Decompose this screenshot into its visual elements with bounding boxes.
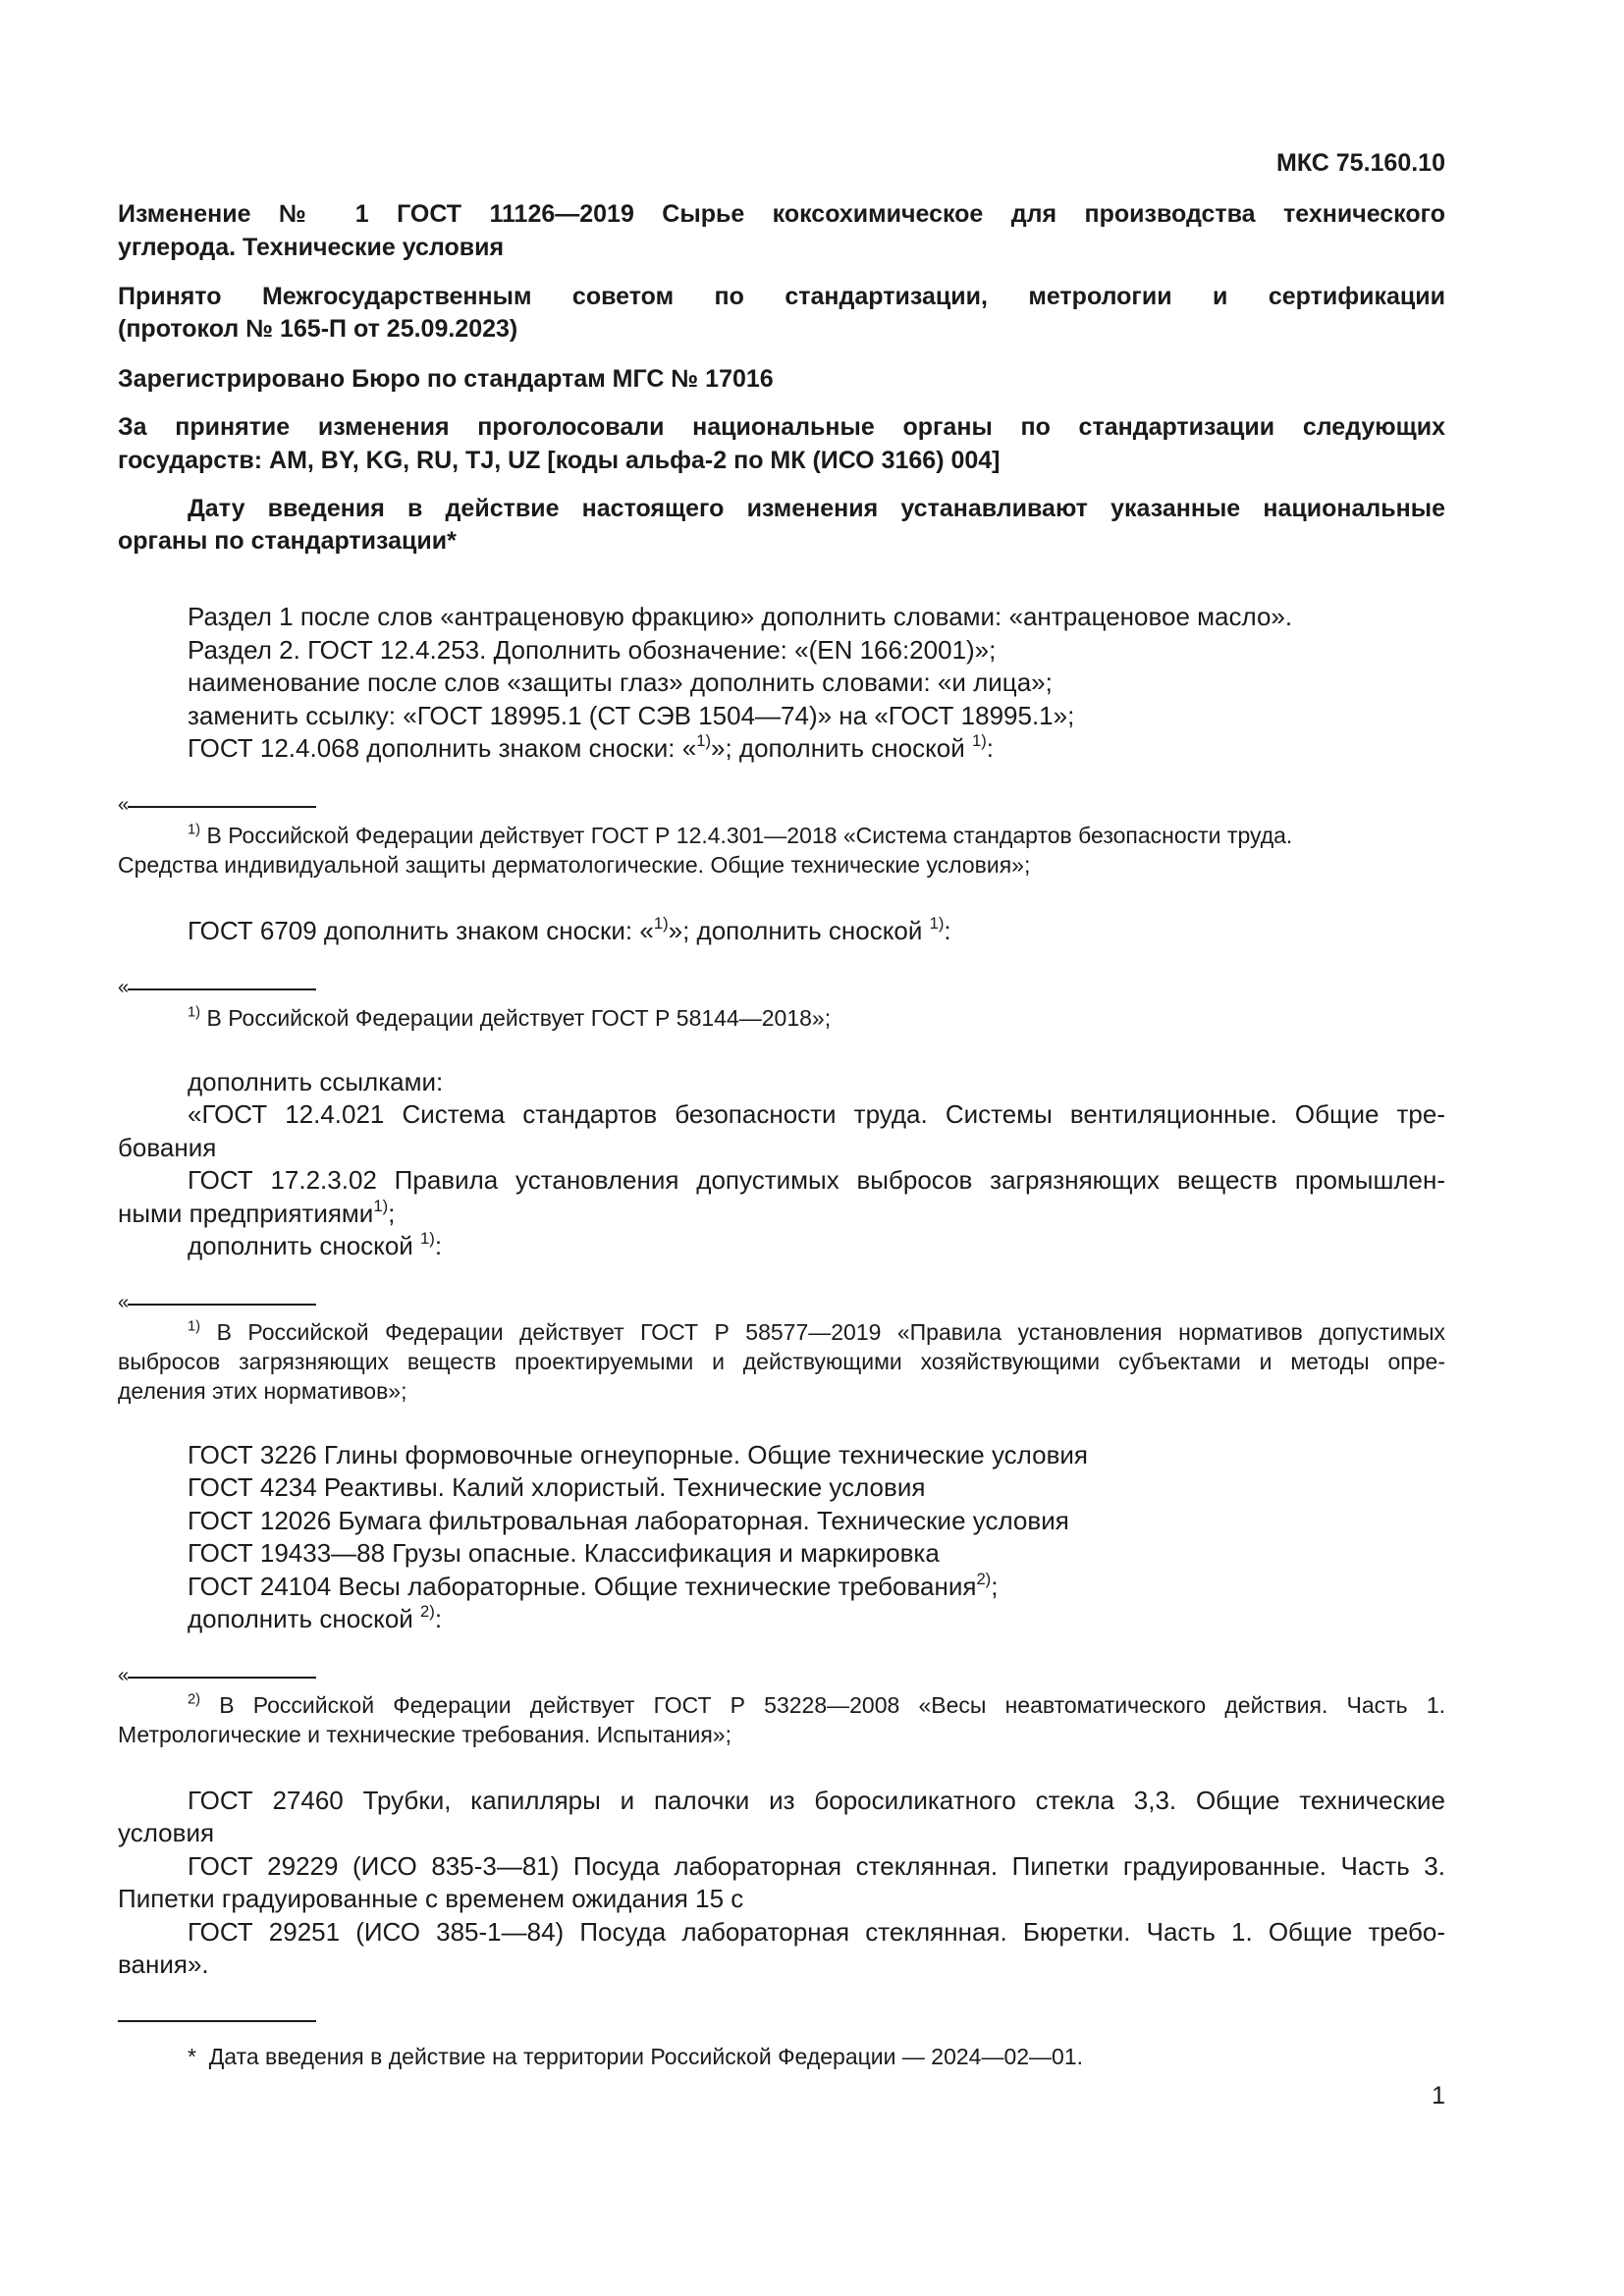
footnote-2-line-2: Метрологические и технические требования. Испытания»; [118,1722,731,1747]
adopted-line-1: Принято Межгосударственным советом по стандартизации, метрологии и сертификации [118,283,1445,310]
ref-gost-12-4-021-line-1: «ГОСТ 12.4.021 Система стандартов безопасности труда. Системы вентиляционные. Общие тре- [188,1099,1445,1129]
page-footnote: * Дата введения в действие на территории Российской Федерации — 2024—02—01. [188,2044,1084,2069]
footnote-1a-line-1: $^{1)}$ В Российской Федерации действует ГОСТ Р 12.4.301—2018 «Система стандартов безопасности труда. [188,822,1293,848]
ref-gost-29229-line-1: ГОСТ 29229 (ИСО 835-3—81) Посуда лабораторная стеклянная. Пипетки градуированные. Часть 3. [188,1851,1445,1881]
ref-gost-27460-line-1: ГОСТ 27460 Трубки, капилляры и палочки из боросиликатного стекла 3,3. Общие технические [188,1786,1445,1815]
footnote-1c-line-1: $^{1)}$ В Российской Федерации действует ГОСТ Р 58577—2019 «Правила установления нормативов допустимых [188,1318,1445,1345]
quote-mark: « [118,794,130,816]
ref-gost-17-2-3-02-line-2: ными предприятиями$^{1)}$; [118,1197,396,1228]
title-line-2: углерода. Технические условия [118,234,505,261]
document-page [118,0,1445,2296]
footnote-2-line-1: $^{2)}$ В Российской Федерации действует ГОСТ Р 53228—2008 «Весы неавтоматического действия. Часть 1. [188,1691,1446,1718]
ref-gost-29251-line-2: вания». [118,1949,209,1979]
ref-gost-3226: ГОСТ 3226 Глины формовочные огнеупорные. Общие технические условия [188,1440,1088,1469]
footnote-1a-line-2: Средства индивидуальной защиты дерматологические. Общие технические условия»; [118,852,1031,878]
footnote-1b: $^{1)}$ В Российской Федерации действует ГОСТ Р 58144—2018»; [188,1004,832,1031]
para-section-1: Раздел 1 после слов «антраценовую фракцию» дополнить словами: «антраценовое масло». [188,602,1293,631]
page-footnote-rule [118,2020,316,2022]
ref-gost-24104: ГОСТ 24104 Весы лабораторные. Общие технические требования$^{2)}$; [188,1570,999,1601]
footnote-1c-line-2: выбросов загрязняющих веществ проектируемыми и действующими хозяйствующими субъектами и методы опре- [118,1349,1445,1374]
registered-line: Зарегистрировано Бюро по стандартам МГС № 17016 [118,365,774,393]
para-gost-12-4-068: ГОСТ 12.4.068 дополнить знаком сноски: «$^{1)}$»; дополнить сноской $^{1)}$: [188,731,994,763]
footnote-rule [128,1304,316,1306]
ref-gost-12026: ГОСТ 12026 Бумага фильтровальная лабораторная. Технические условия [188,1506,1069,1535]
para-gost-6709: ГОСТ 6709 дополнить знаком сноски: «$^{1)}$»; дополнить сноской $^{1)}$: [188,914,951,945]
ref-gost-17-2-3-02-line-1: ГОСТ 17.2.3.02 Правила установления допустимых выбросов загрязняющих веществ промышлен- [188,1165,1445,1195]
para-add-refs: дополнить ссылками: [188,1067,444,1096]
quote-mark: « [118,977,130,998]
ref-gost-29251-line-1: ГОСТ 29251 (ИСО 385-1—84) Посуда лабораторная стеклянная. Бюретки. Часть 1. Общие требо- [188,1917,1445,1947]
para-replace-ref: заменить ссылку: «ГОСТ 18995.1 (СТ СЭВ 1504—74)» на «ГОСТ 18995.1»; [188,701,1075,730]
mks-code: МКС 75.160.10 [1276,149,1445,177]
ref-gost-27460-line-2: условия [118,1818,215,1847]
quote-mark: « [118,1665,130,1686]
voted-line-2: государств: AM, BY, KG, RU, TJ, UZ [коды альфа-2 по МК (ИСО 3166) 004] [118,447,1001,474]
footnote-1c-line-3: деления этих нормативов»; [118,1378,407,1404]
ref-gost-29229-line-2: Пипетки градуированные с временем ожидания 15 с [118,1884,744,1913]
para-name-change: наименование после слов «защиты глаз» дополнить словами: «и лица»; [188,667,1053,697]
para-add-footnote-2: дополнить сноской $^{2)}$: [188,1602,443,1633]
ref-gost-12-4-021-line-2: бования [118,1133,217,1162]
ref-gost-19433: ГОСТ 19433—88 Грузы опасные. Классификация и маркировка [188,1538,940,1568]
para-section-2: Раздел 2. ГОСТ 12.4.253. Дополнить обозначение: «(EN 166:2001)»; [188,635,997,665]
title-line-1: Изменение № 1 ГОСТ 11126—2019 Сырье коксохимическое для производства технического [118,200,1445,228]
footnote-rule [128,988,316,990]
page-number: 1 [1432,2082,1445,2109]
adopted-line-2: (протокол № 165-П от 25.09.2023) [118,315,518,343]
quote-mark: « [118,1292,130,1313]
para-add-footnote: дополнить сноской $^{1)}$: [188,1229,443,1260]
date-line-2: органы по стандартизации* [118,527,457,555]
date-line-1: Дату введения в действие настоящего изменения устанавливают указанные национальные [188,495,1445,522]
voted-line-1: За принятие изменения проголосовали национальные органы по стандартизации следующих [118,413,1445,441]
footnote-rule [128,806,316,808]
ref-gost-4234: ГОСТ 4234 Реактивы. Калий хлористый. Технические условия [188,1472,926,1502]
footnote-rule [128,1677,316,1679]
